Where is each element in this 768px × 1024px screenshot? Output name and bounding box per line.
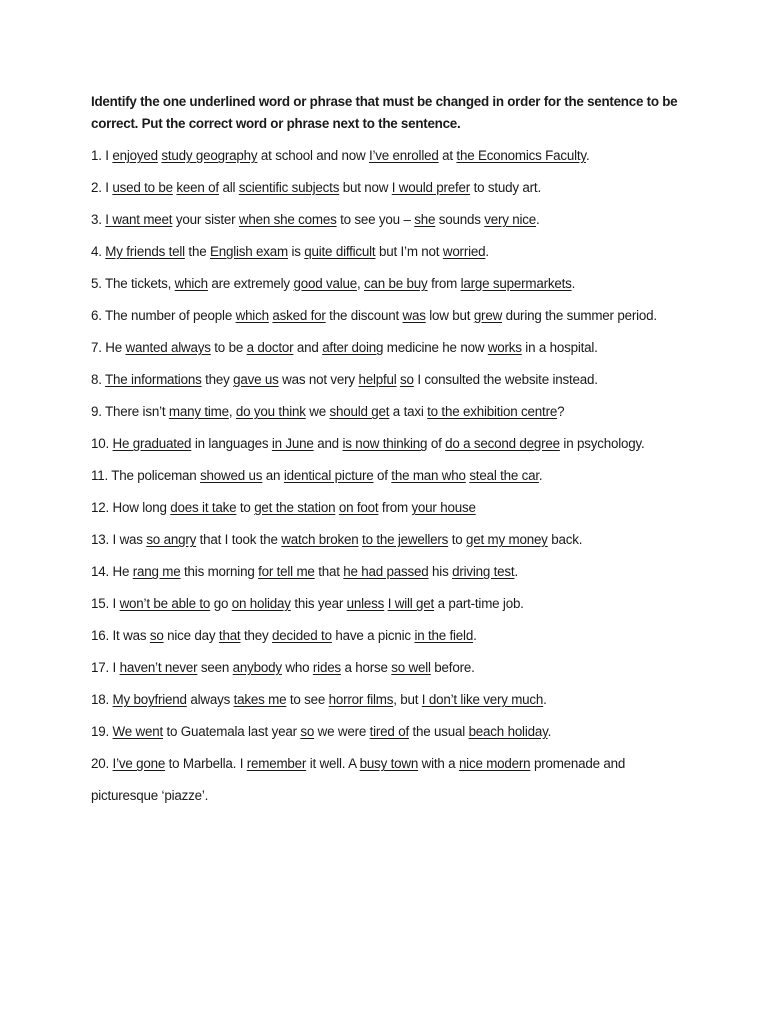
sentence-text: . (536, 212, 540, 227)
sentence-text: and (293, 340, 323, 355)
underlined-phrase: to the exhibition centre (427, 404, 558, 419)
sentence-text: , but (393, 692, 422, 707)
underlined-phrase: on holiday (231, 596, 291, 611)
sentence-text: 6. The number of people (91, 308, 236, 323)
sentence-text: we (305, 404, 330, 419)
sentence-text: 2. I (91, 180, 113, 195)
sentence-text: 15. I (91, 596, 120, 611)
underlined-phrase: helpful (358, 372, 397, 387)
sentence-text: this year (290, 596, 347, 611)
sentence-text: during the summer period. (502, 308, 657, 323)
sentence-text: to study art. (470, 180, 541, 195)
sentence-text: in psychology. (559, 436, 645, 451)
sentence-text: the usual (408, 724, 469, 739)
sentence-text: it well. A (306, 756, 360, 771)
sentence-text: that (314, 564, 344, 579)
sentence-text: , (356, 276, 365, 291)
underlined-phrase: get my money (465, 532, 548, 547)
sentence-item (91, 657, 686, 679)
underlined-phrase: anybody (232, 660, 282, 675)
underlined-phrase: busy town (359, 756, 419, 771)
sentence-item (91, 337, 686, 359)
underlined-phrase: steal the car (469, 468, 539, 483)
sentence-text: they (240, 628, 273, 643)
underlined-phrase: asked for (272, 308, 326, 323)
sentence-text: the discount (325, 308, 403, 323)
underlined-phrase: he had passed (343, 564, 429, 579)
underlined-phrase: can be buy (364, 276, 428, 291)
underlined-phrase: worried (442, 244, 486, 259)
sentence-text: . (547, 724, 552, 739)
sentence-text: they (201, 372, 234, 387)
sentence-text: 17. I (91, 660, 120, 675)
underlined-phrase: should get (329, 404, 390, 419)
underlined-phrase: scientific subjects (238, 180, 340, 195)
sentence-text: was not very (278, 372, 359, 387)
sentence-text: 18. (91, 692, 113, 707)
sentence-text: of (427, 436, 446, 451)
underlined-phrase: so (149, 628, 164, 643)
sentence-text: sounds (435, 212, 485, 227)
underlined-phrase: I will get (387, 596, 435, 611)
sentence-text: seen (197, 660, 233, 675)
underlined-phrase: I don’t like very much (421, 692, 544, 707)
underlined-phrase: in the field (414, 628, 474, 643)
sentence-text: 1. I (91, 148, 113, 163)
sentence-text: his (428, 564, 453, 579)
sentence-item (91, 209, 686, 231)
underlined-phrase: works (487, 340, 522, 355)
sentence-text: medicine he now (383, 340, 488, 355)
underlined-phrase: unless (346, 596, 385, 611)
sentence-text: of (373, 468, 392, 483)
sentence-item (91, 177, 686, 199)
sentence-item (91, 689, 686, 711)
sentence-text: a horse (340, 660, 392, 675)
underlined-phrase: wanted always (125, 340, 211, 355)
sentence-text: 13. I was (91, 532, 147, 547)
sentence-text: but I’m not (375, 244, 443, 259)
underlined-phrase: horror films (328, 692, 394, 707)
underlined-phrase: rang me (132, 564, 181, 579)
underlined-phrase: on foot (338, 500, 379, 515)
underlined-phrase: large supermarkets (460, 276, 572, 291)
underlined-phrase: quite difficult (304, 244, 376, 259)
underlined-phrase: the Economics Faculty (456, 148, 586, 163)
sentence-text: but now (339, 180, 392, 195)
sentence-text: this morning (180, 564, 259, 579)
underlined-phrase: gave us (233, 372, 279, 387)
underlined-phrase: which (235, 308, 269, 323)
sentence-text: to see (286, 692, 329, 707)
instructions-text: Identify the one underlined word or phrase that must be changed in order for the sentence to be correct. Put the correct word or phrase next to the sentence. (91, 94, 678, 131)
underlined-phrase: get the station (254, 500, 336, 515)
sentence-text: before. (430, 660, 475, 675)
sentence-text: and (313, 436, 343, 451)
underlined-phrase: tired of (369, 724, 409, 739)
sentence-text: with a (418, 756, 459, 771)
underlined-phrase: for tell me (258, 564, 315, 579)
sentence-text: , (228, 404, 236, 419)
sentence-text: 19. (91, 724, 113, 739)
sentence-text: from (427, 276, 461, 291)
sentence-text: . (485, 244, 489, 259)
underlined-phrase: showed us (200, 468, 263, 483)
sentence-text: is (287, 244, 305, 259)
underlined-phrase: identical picture (283, 468, 374, 483)
underlined-phrase: to the jewellers (362, 532, 449, 547)
sentence-text: 8. (91, 372, 106, 387)
sentence-text: 11. The policeman (91, 468, 201, 483)
sentence-text: in languages (191, 436, 272, 451)
sentence-text: we were (314, 724, 370, 739)
sentence-text: . (514, 564, 518, 579)
sentence-text: I consulted the website instead. (413, 372, 598, 387)
sentence-text: 12. How long (91, 500, 171, 515)
underlined-phrase: decided to (272, 628, 332, 643)
underlined-phrase: she (414, 212, 436, 227)
sentence-text: all (218, 180, 239, 195)
sentence-text: . (538, 468, 543, 483)
sentence-item (91, 529, 686, 551)
underlined-phrase: do you think (235, 404, 306, 419)
underlined-phrase: that (218, 628, 241, 643)
underlined-phrase: keen of (176, 180, 219, 195)
underlined-phrase: does it take (170, 500, 237, 515)
underlined-phrase: nice modern (458, 756, 531, 771)
sentence-item (91, 721, 686, 743)
sentence-text: your sister (172, 212, 239, 227)
underlined-phrase: in June (271, 436, 314, 451)
underlined-phrase: so (400, 372, 414, 387)
underlined-phrase: haven’t never (119, 660, 198, 675)
underlined-phrase: I’ve gone (112, 756, 166, 771)
underlined-phrase: very nice (484, 212, 537, 227)
underlined-phrase: which (174, 276, 208, 291)
sentence-item (91, 241, 686, 263)
underlined-phrase: good value (293, 276, 357, 291)
sentence-text: . (543, 692, 547, 707)
underlined-phrase: beach holiday (468, 724, 548, 739)
sentence-text: to Marbella. I (165, 756, 247, 771)
sentence-text: who (281, 660, 313, 675)
underlined-phrase: so angry (146, 532, 197, 547)
sentence-text: a part-time job. (434, 596, 524, 611)
sentence-text: . (571, 276, 576, 291)
underlined-phrase: is now thinking (342, 436, 428, 451)
sentence-text: 7. He (91, 340, 126, 355)
sentence-text: to (448, 532, 466, 547)
sentence-text: at (438, 148, 457, 163)
sentence-text: ? (557, 404, 565, 419)
sentence-text: that I took the (196, 532, 282, 547)
underlined-phrase: many time (168, 404, 229, 419)
sentence-text: . (585, 148, 590, 163)
sentence-item (91, 305, 686, 327)
sentence-text: to be (210, 340, 247, 355)
sentence-text: back. (547, 532, 583, 547)
underlined-phrase: after doing (322, 340, 384, 355)
underlined-phrase: rides (312, 660, 341, 675)
sentence-text: 4. (91, 244, 106, 259)
sentence-text: to see you – (336, 212, 415, 227)
sentence-text: are extremely (207, 276, 294, 291)
sentence-item (91, 465, 686, 487)
sentence-text: 5. The tickets, (91, 276, 175, 291)
underlined-phrase: your house (411, 500, 476, 515)
underlined-phrase: study geography (161, 148, 258, 163)
sentence-text: . (473, 628, 477, 643)
sentence-list (91, 145, 686, 822)
sentence-text: low but (425, 308, 474, 323)
underlined-phrase: watch broken (281, 532, 359, 547)
sentence-item (91, 369, 686, 391)
underlined-phrase: the man who (391, 468, 466, 483)
underlined-phrase: My boyfriend (112, 692, 187, 707)
sentence-item (91, 561, 686, 583)
sentence-item (91, 145, 686, 167)
underlined-phrase: He graduated (112, 436, 192, 451)
underlined-phrase: driving test (452, 564, 515, 579)
underlined-phrase: a doctor (246, 340, 294, 355)
sentence-text: in a hospital. (521, 340, 598, 355)
underlined-phrase: I’ve enrolled (369, 148, 439, 163)
underlined-phrase: won’t be able to (119, 596, 211, 611)
underlined-phrase: We went (112, 724, 163, 739)
sentence-item (91, 497, 686, 519)
sentence-item (91, 401, 686, 423)
underlined-phrase: I would prefer (391, 180, 471, 195)
underlined-phrase: used to be (112, 180, 173, 195)
sentence-text: to (236, 500, 255, 515)
sentence-text: to Guatemala last year (163, 724, 301, 739)
sentence-item (91, 625, 686, 647)
sentence-text: 16. It was (91, 628, 150, 643)
sentence-text: go (210, 596, 232, 611)
sentence-text: the (184, 244, 210, 259)
sentence-item (91, 593, 686, 615)
underlined-phrase: was (402, 308, 426, 323)
sentence-text: an (262, 468, 284, 483)
sentence-item (91, 748, 686, 812)
sentence-text: from (378, 500, 412, 515)
underlined-phrase: so well (391, 660, 431, 675)
underlined-phrase: so (300, 724, 315, 739)
sentence-item (91, 433, 686, 455)
sentence-text: 10. (91, 436, 113, 451)
sentence-text: always (186, 692, 234, 707)
sentence-text: 3. (91, 212, 106, 227)
underlined-phrase: My friends tell (105, 244, 185, 259)
sentence-text: have a picnic (331, 628, 415, 643)
underlined-phrase: enjoyed (112, 148, 158, 163)
sentence-text: 14. He (91, 564, 133, 579)
sentence-text: 9. There isn’t (91, 404, 169, 419)
underlined-phrase: remember (246, 756, 307, 771)
sentence-text: 20. (91, 756, 113, 771)
sentence-text: promenade and picturesque ‘piazze’. (91, 756, 626, 803)
underlined-phrase: The informations (105, 372, 202, 387)
underlined-phrase: I want meet (105, 212, 173, 227)
sentence-item (91, 273, 686, 295)
underlined-phrase: grew (473, 308, 503, 323)
sentence-text: at school and now (257, 148, 369, 163)
sentence-text: a taxi (389, 404, 428, 419)
underlined-phrase: English exam (209, 244, 288, 259)
sentence-text: nice day (163, 628, 219, 643)
underlined-phrase: when she comes (238, 212, 337, 227)
underlined-phrase: takes me (233, 692, 287, 707)
underlined-phrase: do a second degree (445, 436, 560, 451)
